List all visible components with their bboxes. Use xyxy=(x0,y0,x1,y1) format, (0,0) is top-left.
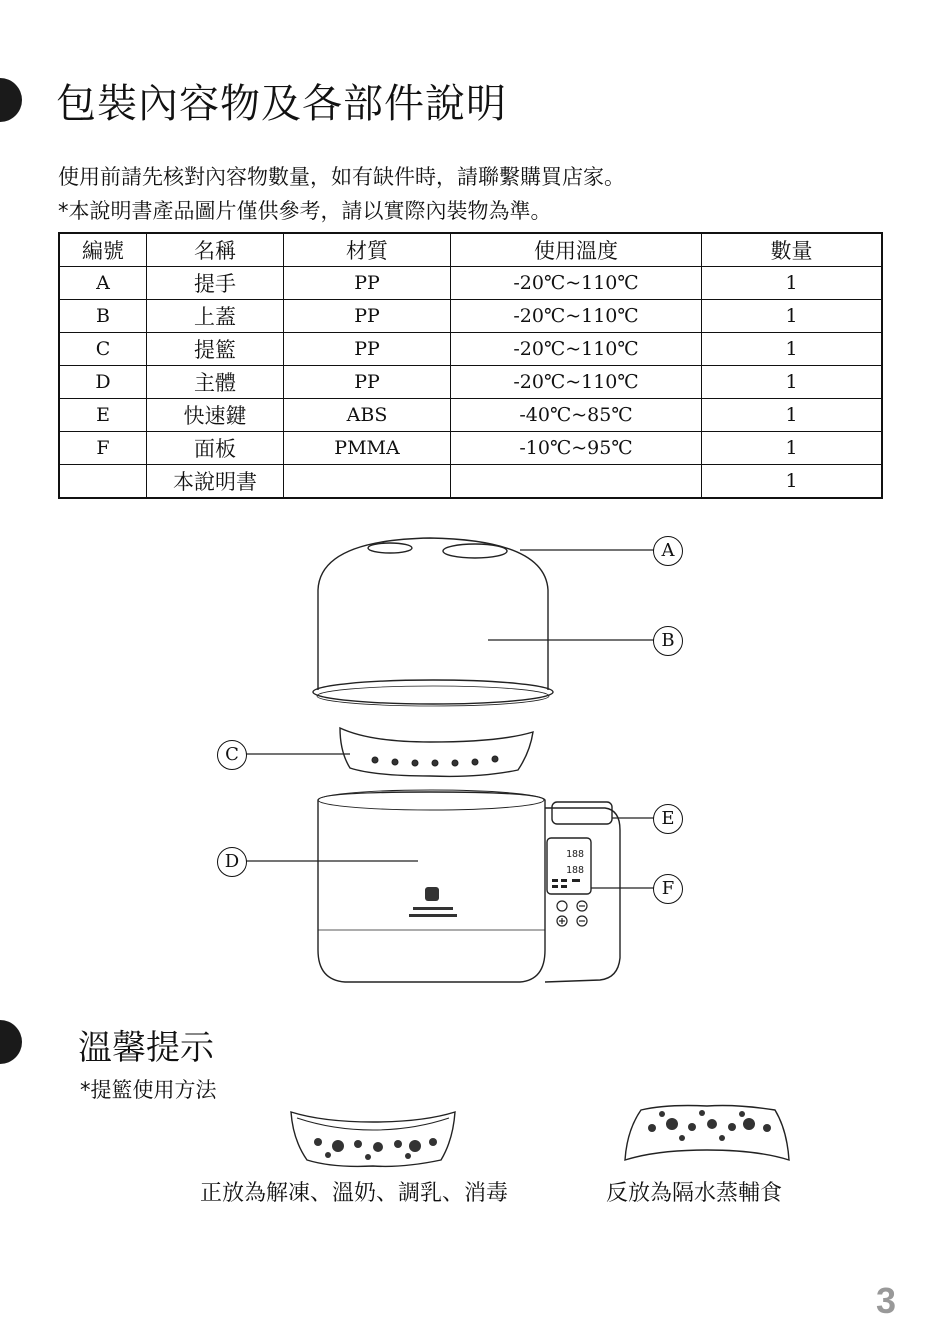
header-cell: 數量 xyxy=(702,233,883,267)
table-row xyxy=(59,465,882,499)
section-bullet xyxy=(0,1020,22,1064)
control-panel-outline xyxy=(545,808,620,982)
table-cell: 主體 xyxy=(147,366,284,399)
table-cell: 1 xyxy=(702,267,883,300)
table-cell: -20℃~110℃ xyxy=(451,366,702,399)
table-row xyxy=(59,333,882,366)
table-cell: E xyxy=(59,399,147,432)
intro-line: 使用前請先核對內容物數量，如有缺件時，請聯繫購買店家。 xyxy=(58,165,625,189)
caption-inverted: 反放為隔水蒸輔食 xyxy=(606,1181,783,1206)
section-subtitle: *提籃使用方法 xyxy=(80,1078,217,1102)
caption-upright: 正放為解凍、溫奶、調乳、消毒 xyxy=(200,1181,509,1206)
table-row xyxy=(59,399,882,432)
product-diagram xyxy=(200,530,700,1000)
intro-line: *本說明書產品圖片僅供參考，請以實際內裝物為準。 xyxy=(58,199,552,223)
table-cell: 本說明書 xyxy=(147,465,284,499)
callout-b: B xyxy=(653,626,683,656)
table-cell: ABS xyxy=(284,399,451,432)
table-cell: -20℃~110℃ xyxy=(451,333,702,366)
section-title: 包裝內容物及各部件說明 xyxy=(56,81,507,127)
power-button-icon xyxy=(557,901,567,911)
parts-table xyxy=(58,232,883,499)
table-cell xyxy=(451,465,702,499)
display-readout: 188 xyxy=(566,865,585,876)
header-cell: 編號 xyxy=(59,233,147,267)
callout-d: D xyxy=(217,847,247,877)
table-cell: A xyxy=(59,267,147,300)
page-number: 3 xyxy=(876,1280,897,1321)
brand-logo xyxy=(409,887,457,917)
table-row xyxy=(59,267,882,300)
table-cell: 1 xyxy=(702,300,883,333)
header-cell: 使用溫度 xyxy=(451,233,702,267)
table-cell: D xyxy=(59,366,147,399)
intro-text xyxy=(58,160,625,228)
table-cell: C xyxy=(59,333,147,366)
table-cell: -20℃~110℃ xyxy=(451,267,702,300)
table-row xyxy=(59,300,882,333)
lid-outline xyxy=(318,538,548,690)
table-cell: 1 xyxy=(702,465,883,499)
table-cell xyxy=(284,465,451,499)
section-title: 溫馨提示 xyxy=(78,1028,214,1068)
basket-upright-illustration xyxy=(283,1100,463,1172)
table-row xyxy=(59,432,882,465)
callout-a: A xyxy=(653,536,683,566)
callout-e: E xyxy=(653,804,683,834)
basket-outline xyxy=(340,728,533,776)
header-cell: 名稱 xyxy=(147,233,284,267)
section-bullet xyxy=(0,78,22,122)
table-cell: PP xyxy=(284,267,451,300)
table-header-row xyxy=(59,233,882,267)
table-cell: PP xyxy=(284,300,451,333)
basket-inverted-illustration xyxy=(617,1100,797,1172)
table-cell: 1 xyxy=(702,432,883,465)
table-cell: -10℃~95℃ xyxy=(451,432,702,465)
lid-rim xyxy=(313,680,553,704)
table-cell: 提籃 xyxy=(147,333,284,366)
table-cell: 快速鍵 xyxy=(147,399,284,432)
quick-key-bar xyxy=(552,802,612,824)
handle-recess xyxy=(443,544,507,558)
header-cell: 材質 xyxy=(284,233,451,267)
table-cell: -20℃~110℃ xyxy=(451,300,702,333)
callout-c: C xyxy=(217,740,247,770)
table-cell: F xyxy=(59,432,147,465)
table-cell: PP xyxy=(284,333,451,366)
table-cell: 面板 xyxy=(147,432,284,465)
table-cell: 上蓋 xyxy=(147,300,284,333)
table-cell: 1 xyxy=(702,399,883,432)
table-row xyxy=(59,366,882,399)
product-illustration xyxy=(200,530,700,1000)
table-cell: 1 xyxy=(702,366,883,399)
table-cell: PP xyxy=(284,366,451,399)
callout-f: F xyxy=(653,874,683,904)
display-readout: 188 xyxy=(566,849,585,860)
table-cell: B xyxy=(59,300,147,333)
table-cell: 1 xyxy=(702,333,883,366)
table-cell xyxy=(59,465,147,499)
table-cell: 提手 xyxy=(147,267,284,300)
table-cell: -40℃~85℃ xyxy=(451,399,702,432)
table-cell: PMMA xyxy=(284,432,451,465)
